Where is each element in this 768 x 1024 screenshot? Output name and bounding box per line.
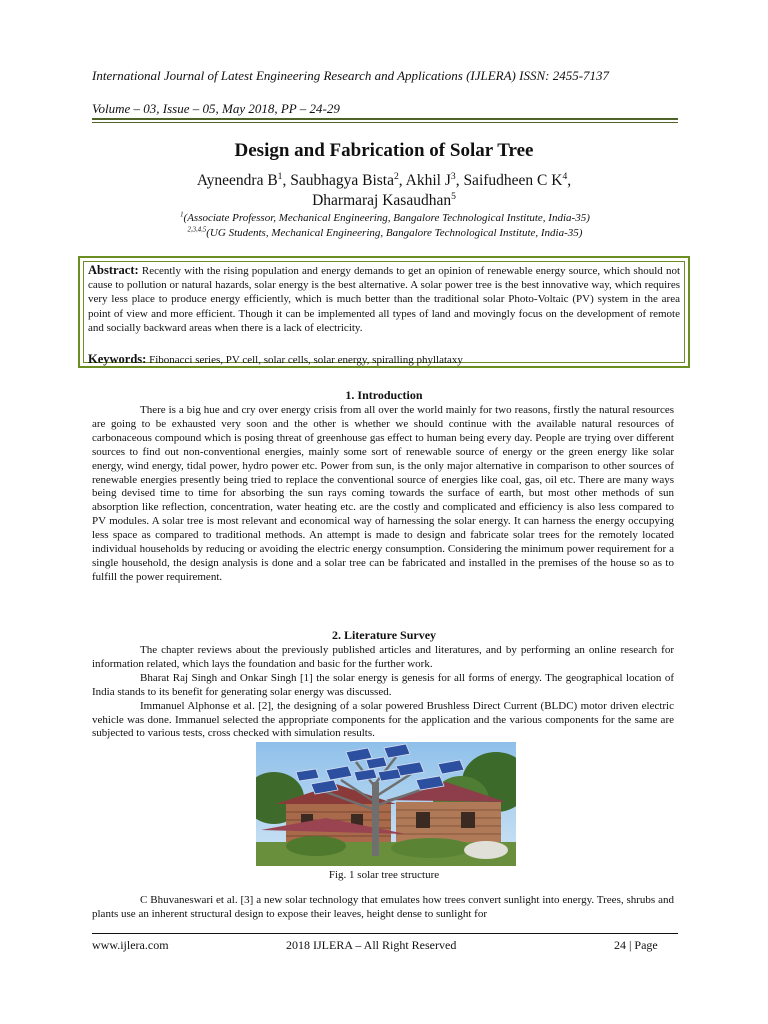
author-name: Saifudheen C K bbox=[463, 172, 563, 189]
keywords-line bbox=[88, 352, 680, 367]
paragraph: Immanuel Alphonse et al. [2], the designing of a solar powered Brushless Direct Current (BLDC) motor driven electric vehicle was done. Immanuel selected the appropriate components for the application and the various components for the same are subjected to various tests, cross checked with simulation results. bbox=[92, 699, 674, 740]
footer-website-link[interactable]: www.ijlera.com bbox=[92, 938, 169, 952]
section-heading-literature-survey: 2. Literature Survey bbox=[331, 628, 437, 642]
paragraph: The chapter reviews about the previously published articles and literatures, and by performing an online research for information related, which lays the foundation and basic for the further work. bbox=[92, 644, 674, 670]
journal-header: International Journal of Latest Engineering Research and Applications (IJLERA) ISSN: 2455-7137 bbox=[92, 68, 610, 83]
abstract-body: Recently with the rising population and energy demands to get an opinion of renewable energy source, which should not cause to pollution or natural hazards, solar energy is the best alternative. A solar power tree is the best innovative way, which requires very less place to produce energy efficiently, which is much better than the traditional solar Photo-Voltaic (PV) system in the area point of view and more efficient. Though it can be implemented all types of land and movingly focus on the development of remote and socially backward areas when there is a lack of electricity. bbox=[88, 265, 681, 334]
author-name: Akhil J bbox=[405, 172, 451, 189]
literature-survey-body bbox=[92, 644, 674, 741]
introduction-body bbox=[92, 404, 674, 585]
author-name: Ayneendra B bbox=[196, 172, 278, 189]
header-rule-thick bbox=[92, 118, 678, 120]
figure-caption: Fig. 1 solar tree structure bbox=[328, 869, 440, 881]
paragraph: There is a big hue and cry over energy crisis from all over the world mainly for two reasons, firstly the natural resources are going to be exhausted very soon and the other is whether we should continue with the available natural resources of carbonaceous compound which is posing threat of greenhouse gas effect to human being every day. People are trying over different sources to find out non-conventional energies, mainly some sort of renewable source of energy or the green energy like solar energy, wind energy, tidal power, hydro power etc. Power from sun, is the only major alternative in comparison to other sources of renewable energies presently being tried to replace the conventional source of energies like coal, gas, oil etc. There are many ways being devised time to time for absorbing the sun rays coming towards the surface of earth, but most other methods of sun absorption like reflection, concentration, water heating etc. are the costly and complicated and efficiency is also less compared to PV modules. A solar tree is most relevant and economical way of harnessing the solar energy. It can harness the energy occupying less space as compared to traditional methods. An attempt is made to design and fabricate solar trees for the remotely located individual households by reducing or avoiding the electric energy consumption. Considering the minimum power requirement for a single household, the design analysis is done and a solar tree can be fabricated and installed in the premises of the house so as to fulfill the power requirement. bbox=[92, 404, 674, 583]
footer-rule bbox=[92, 933, 678, 934]
solar-tree-illustration bbox=[256, 742, 516, 866]
volume-info: Volume – 03, Issue – 05, May 2018, PP – 24-29 bbox=[92, 101, 340, 116]
footer-copyright: 2018 IJLERA – All Right Reserved bbox=[286, 938, 457, 952]
author-sup: 4 bbox=[562, 170, 568, 182]
affiliation-text: (UG Students, Mechanical Engineering, Bangalore Technological Institute, India-35) bbox=[206, 227, 583, 239]
affiliation-text: (Associate Professor, Mechanical Engineering, Bangalore Technological Institute, India-35) bbox=[183, 212, 590, 224]
author-sup: 5 bbox=[451, 190, 456, 202]
abstract-box bbox=[78, 256, 690, 368]
author-sup: 2 bbox=[393, 170, 399, 182]
solar-tree-photo bbox=[256, 742, 516, 866]
author-sup: 1 bbox=[277, 170, 283, 182]
affiliation-1 bbox=[92, 212, 678, 224]
affiliation-2 bbox=[92, 227, 678, 239]
affiliation-sup: 1 bbox=[180, 211, 184, 219]
keywords-text: Fibonacci series, PV cell, solar cells, solar energy, spiralling phyllataxy bbox=[149, 354, 463, 366]
footer-page-number: 24 | Page bbox=[614, 938, 658, 952]
abstract-label: Abstract: bbox=[88, 263, 139, 277]
affiliation-sup: 2,3,4,5 bbox=[187, 226, 207, 234]
abstract-text bbox=[88, 263, 680, 335]
author-sup: 3 bbox=[450, 170, 456, 182]
paragraph: Bharat Raj Singh and Onkar Singh [1] the solar energy is genesis for all forms of energy. The geographical location of India stands to its benefit for generating solar energy was discussed. bbox=[92, 671, 674, 698]
header-rule-thin bbox=[92, 122, 678, 123]
section-heading-introduction: 1. Introduction bbox=[345, 388, 423, 402]
keywords-label: Keywords: bbox=[88, 352, 147, 366]
author-name: Dharmaraj Kasaudhan bbox=[312, 192, 452, 209]
author-name: Saubhagya Bista bbox=[290, 172, 394, 189]
literature-survey-continued bbox=[92, 894, 674, 922]
paper-title: Design and Fabrication of Solar Tree bbox=[234, 140, 534, 161]
paragraph: C Bhuvaneswari et al. [3] a new solar technology that emulates how trees convert sunlight into energy. Trees, shrubs and plants use an inherent structural design to expose their leaves, height dense to sunlight for bbox=[92, 894, 674, 920]
author-list: Ayneendra $B^1$, Saubhagya Bista$^2$, Akhil $J^3$, Saifudheen C $K^4$, Dharmaraj Kasaudhan$^5$ bbox=[196, 170, 572, 209]
